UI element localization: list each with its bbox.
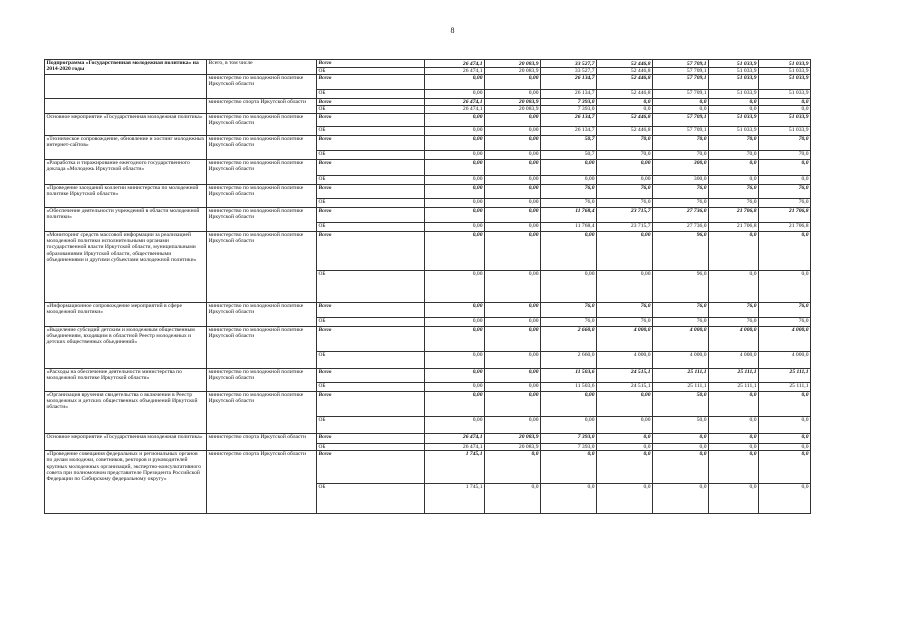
amount-cell: 57 709,1 — [653, 75, 709, 90]
amount-cell: 70,0 — [597, 135, 653, 150]
table-row — [45, 135, 811, 150]
funding-source-cell: ОБ — [317, 483, 425, 513]
amount-cell: 1 745,1 — [425, 450, 485, 483]
amount-cell: 0,00 — [425, 326, 485, 351]
amount-cell: 27 736,0 — [653, 222, 709, 231]
amount-cell: 76,0 — [597, 198, 653, 207]
amount-cell: 11 768,4 — [541, 207, 597, 222]
amount-cell: 0,0 — [541, 450, 597, 483]
amount-cell: 0,0 — [759, 175, 811, 184]
table-row — [45, 391, 811, 416]
amount-cell: 0,00 — [425, 391, 485, 416]
amount-cell: 76,0 — [597, 302, 653, 317]
amount-cell: 0,0 — [759, 483, 811, 513]
amount-cell: 0,0 — [709, 106, 759, 113]
amount-cell: 7 393,0 — [541, 106, 597, 113]
responsible-cell: министерство спорта Иркутской области — [207, 433, 317, 450]
amount-cell: 11 768,4 — [541, 222, 597, 231]
activity-name-cell: «Проведение совещания федеральных и региональных органов по делам молодежи, советников, ректоров и руководителей крупных молодежных организаций, экспертно-консультативного совета при полномочном представителе Президента Российской Федерации по Сибирскому федеральному округу» — [45, 450, 207, 513]
funding-source-cell: ОБ — [317, 351, 425, 368]
amount-cell: 300,0 — [653, 175, 709, 184]
table-row — [45, 368, 811, 382]
amount-cell: 76,0 — [653, 184, 709, 198]
amount-cell: 26 474,1 — [425, 443, 485, 450]
amount-cell: 0,0 — [759, 416, 811, 433]
funding-source-cell: Всего — [317, 391, 425, 416]
funding-source-cell: Всего — [317, 135, 425, 150]
amount-cell: 0,0 — [653, 450, 709, 483]
amount-cell: 76,0 — [541, 302, 597, 317]
amount-cell: 51 033,9 — [759, 126, 811, 135]
amount-cell: 0,00 — [485, 302, 541, 317]
responsible-cell: министерство по молодежной политике Иркутской области — [207, 184, 317, 207]
amount-cell: 0,00 — [485, 90, 541, 99]
funding-source-cell: Всего — [317, 302, 425, 317]
amount-cell: 27 736,0 — [653, 207, 709, 222]
amount-cell: 0,00 — [425, 175, 485, 184]
amount-cell: 0,00 — [597, 391, 653, 416]
amount-cell: 76,0 — [541, 184, 597, 198]
amount-cell: 4 000,0 — [709, 326, 759, 351]
amount-cell: 0,00 — [425, 126, 485, 135]
amount-cell: 0,0 — [485, 483, 541, 513]
amount-cell: 0,00 — [485, 231, 541, 270]
amount-cell: 57 709,1 — [653, 67, 709, 74]
amount-cell: 4 000,0 — [653, 351, 709, 368]
funding-source-cell: ОБ — [317, 175, 425, 184]
amount-cell: 4 000,0 — [597, 326, 653, 351]
amount-cell: 0,00 — [425, 113, 485, 126]
amount-cell: 25 111,1 — [759, 368, 811, 382]
funding-source-cell: ОБ — [317, 126, 425, 135]
amount-cell: 0,00 — [541, 231, 597, 270]
amount-cell: 96,0 — [653, 270, 709, 302]
amount-cell: 0,00 — [485, 326, 541, 351]
amount-cell: 0,00 — [425, 150, 485, 159]
amount-cell: 51 033,9 — [709, 90, 759, 99]
amount-cell: 52 446,8 — [597, 126, 653, 135]
amount-cell: 76,0 — [759, 184, 811, 198]
amount-cell: 0,0 — [759, 443, 811, 450]
amount-cell: 0,0 — [653, 483, 709, 513]
funding-source-cell: Всего — [317, 368, 425, 382]
amount-cell: 76,0 — [597, 184, 653, 198]
amount-cell: 76,0 — [653, 198, 709, 207]
amount-cell: 0,0 — [709, 433, 759, 443]
amount-cell: 4 000,0 — [709, 351, 759, 368]
amount-cell: 76,0 — [709, 198, 759, 207]
amount-cell: 76,0 — [653, 317, 709, 326]
funding-source-cell: Всего — [317, 326, 425, 351]
funding-source-cell: ОБ — [317, 106, 425, 113]
funding-source-cell: Всего — [317, 433, 425, 443]
funding-source-cell: ОБ — [317, 222, 425, 231]
amount-cell: 0,0 — [759, 159, 811, 175]
responsible-cell: министерство по молодежной политике Иркутской области — [207, 302, 317, 326]
amount-cell: 20 083,9 — [485, 67, 541, 74]
amount-cell: 0,00 — [425, 416, 485, 433]
amount-cell: 0,0 — [709, 159, 759, 175]
responsible-cell: министерство спорта Иркутской области — [207, 99, 317, 114]
amount-cell: 26 134,7 — [541, 75, 597, 90]
funding-source-cell: ОБ — [317, 67, 425, 74]
funding-source-cell: ОБ — [317, 90, 425, 99]
amount-cell: 24 515,1 — [597, 382, 653, 391]
amount-cell: 0,00 — [485, 317, 541, 326]
amount-cell: 26 474,1 — [425, 67, 485, 74]
amount-cell: 0,00 — [425, 207, 485, 222]
amount-cell: 25 111,1 — [759, 382, 811, 391]
table-row — [45, 433, 811, 443]
amount-cell: 0,0 — [759, 106, 811, 113]
amount-cell: 0,00 — [425, 317, 485, 326]
table-row — [45, 450, 811, 483]
activity-name-cell — [45, 99, 207, 114]
amount-cell: 52 446,8 — [597, 75, 653, 90]
amount-cell: 51 033,9 — [759, 75, 811, 90]
amount-cell: 0,00 — [485, 382, 541, 391]
amount-cell: 50,7 — [541, 150, 597, 159]
amount-cell: 0,0 — [709, 99, 759, 106]
amount-cell: 0,00 — [541, 391, 597, 416]
amount-cell: 7 393,0 — [541, 433, 597, 443]
amount-cell: 0,0 — [541, 483, 597, 513]
funding-source-cell: ОБ — [317, 416, 425, 433]
funding-source-cell: Всего — [317, 75, 425, 90]
amount-cell: 23 715,7 — [597, 207, 653, 222]
amount-cell: 0,00 — [425, 159, 485, 175]
amount-cell: 26 134,7 — [541, 90, 597, 99]
amount-cell: 76,0 — [541, 317, 597, 326]
amount-cell: 57 709,1 — [653, 90, 709, 99]
amount-cell: 0,00 — [485, 126, 541, 135]
amount-cell: 76,0 — [709, 302, 759, 317]
amount-cell: 0,00 — [597, 416, 653, 433]
amount-cell: 25 111,1 — [709, 368, 759, 382]
amount-cell: 51 033,9 — [759, 90, 811, 99]
amount-cell: 4 000,0 — [759, 326, 811, 351]
amount-cell: 0,0 — [709, 450, 759, 483]
amount-cell: 70,0 — [709, 150, 759, 159]
amount-cell: 2 660,0 — [541, 326, 597, 351]
amount-cell: 11 503,6 — [541, 368, 597, 382]
responsible-cell: министерство по молодежной политике Иркутской области — [207, 75, 317, 99]
amount-cell: 51 033,9 — [759, 60, 811, 68]
responsible-cell: Всего, в том числе — [207, 60, 317, 75]
funding-source-cell: ОБ — [317, 270, 425, 302]
amount-cell: 0,00 — [541, 159, 597, 175]
amount-cell: 51 033,9 — [709, 75, 759, 90]
responsible-cell: министерство спорта Иркутской области — [207, 450, 317, 513]
amount-cell: 96,0 — [653, 231, 709, 270]
amount-cell: 0,00 — [425, 90, 485, 99]
activity-name-cell — [45, 75, 207, 99]
amount-cell: 0,00 — [485, 184, 541, 198]
amount-cell: 25 111,1 — [709, 382, 759, 391]
funding-source-cell: Всего — [317, 184, 425, 198]
activity-name-cell: Основное мероприятие «Государственная молодежная политика» — [45, 433, 207, 450]
amount-cell: 0,0 — [759, 433, 811, 443]
amount-cell: 21 706,8 — [709, 222, 759, 231]
amount-cell: 0,0 — [597, 483, 653, 513]
amount-cell: 33 527,7 — [541, 67, 597, 74]
activity-name-cell: Подпрограмма «Государственная молодежная политика» на 2014-2020 годы — [45, 60, 207, 75]
amount-cell: 0,00 — [485, 159, 541, 175]
amount-cell: 50,0 — [653, 416, 709, 433]
amount-cell: 70,0 — [759, 150, 811, 159]
amount-cell: 0,0 — [709, 175, 759, 184]
amount-cell: 76,0 — [597, 317, 653, 326]
amount-cell: 21 706,8 — [759, 222, 811, 231]
amount-cell: 51 033,9 — [709, 113, 759, 126]
amount-cell: 50,0 — [653, 391, 709, 416]
amount-cell: 20 083,9 — [485, 106, 541, 113]
activity-name-cell: «Выделение субсидий детским и молодежным общественным объединениям, входящим в областной Реестр молодежных и детских общественных объединений» — [45, 326, 207, 368]
amount-cell: 52 446,8 — [597, 90, 653, 99]
funding-source-cell: ОБ — [317, 150, 425, 159]
amount-cell: 0,0 — [709, 416, 759, 433]
amount-cell: 25 111,1 — [653, 368, 709, 382]
amount-cell: 70,0 — [597, 150, 653, 159]
amount-cell: 26 474,1 — [425, 99, 485, 106]
table-row — [45, 75, 811, 90]
activity-name-cell: «Информационное сопровождение мероприятий в сфере молодежной политики» — [45, 302, 207, 326]
amount-cell: 0,00 — [485, 368, 541, 382]
amount-cell: 52 446,8 — [597, 60, 653, 68]
table-row — [45, 326, 811, 351]
amount-cell: 0,00 — [485, 198, 541, 207]
amount-cell: 20 083,9 — [485, 99, 541, 106]
amount-cell: 52 446,8 — [597, 67, 653, 74]
activity-name-cell: «Техническое сопровождение, обновление и хостинг молодежных интернет-сайтов» — [45, 135, 207, 159]
amount-cell: 0,00 — [425, 75, 485, 90]
amount-cell: 57 709,1 — [653, 60, 709, 68]
funding-source-cell: Всего — [317, 207, 425, 222]
table-row — [45, 184, 811, 198]
amount-cell: 0,0 — [709, 391, 759, 416]
activity-name-cell: «Проведение заседаний коллегии министерства по молодежной политике Иркутской области» — [45, 184, 207, 207]
amount-cell: 0,00 — [425, 198, 485, 207]
funding-source-cell: ОБ — [317, 198, 425, 207]
amount-cell: 0,0 — [759, 391, 811, 416]
amount-cell: 0,00 — [425, 351, 485, 368]
amount-cell: 0,00 — [485, 113, 541, 126]
responsible-cell: министерство по молодежной политике Иркутской области — [207, 326, 317, 368]
amount-cell: 0,00 — [425, 270, 485, 302]
amount-cell: 0,0 — [597, 450, 653, 483]
funding-source-cell: ОБ — [317, 443, 425, 450]
amount-cell: 0,00 — [597, 231, 653, 270]
amount-cell: 24 515,1 — [597, 368, 653, 382]
budget-table — [44, 59, 811, 514]
table-row — [45, 99, 811, 106]
amount-cell: 7 393,0 — [541, 443, 597, 450]
amount-cell: 11 503,6 — [541, 382, 597, 391]
amount-cell: 0,0 — [653, 433, 709, 443]
responsible-cell: министерство по молодежной политике Иркутской области — [207, 368, 317, 391]
amount-cell: 0,00 — [541, 175, 597, 184]
amount-cell: 76,0 — [541, 198, 597, 207]
amount-cell: 76,0 — [759, 302, 811, 317]
amount-cell: 26 134,7 — [541, 126, 597, 135]
funding-source-cell: Всего — [317, 159, 425, 175]
amount-cell: 0,00 — [425, 302, 485, 317]
amount-cell: 26 134,7 — [541, 113, 597, 126]
amount-cell: 26 474,1 — [425, 106, 485, 113]
responsible-cell: министерство по молодежной политике Иркутской области — [207, 113, 317, 135]
amount-cell: 0,00 — [485, 391, 541, 416]
responsible-cell: министерство по молодежной политике Иркутской области — [207, 391, 317, 433]
activity-name-cell: «Обеспечение деятельности учреждений в области молодежной политики» — [45, 207, 207, 231]
amount-cell: 52 446,8 — [597, 113, 653, 126]
amount-cell: 51 033,9 — [759, 113, 811, 126]
table-row — [45, 159, 811, 175]
amount-cell: 25 111,1 — [653, 382, 709, 391]
amount-cell: 26 474,1 — [425, 433, 485, 443]
amount-cell: 0,0 — [653, 99, 709, 106]
amount-cell: 51 033,9 — [709, 60, 759, 68]
amount-cell: 76,0 — [759, 317, 811, 326]
activity-name-cell: «Расходы на обеспечение деятельности министерства по молодежной политике Иркутской области» — [45, 368, 207, 391]
amount-cell: 7 393,0 — [541, 99, 597, 106]
amount-cell: 0,00 — [485, 416, 541, 433]
amount-cell: 0,0 — [759, 450, 811, 483]
amount-cell: 23 715,7 — [597, 222, 653, 231]
responsible-cell: министерство по молодежной политике Иркутской области — [207, 231, 317, 302]
amount-cell: 0,00 — [485, 222, 541, 231]
amount-cell: 0,00 — [485, 351, 541, 368]
amount-cell: 0,0 — [709, 270, 759, 302]
funding-source-cell: ОБ — [317, 317, 425, 326]
amount-cell: 0,00 — [485, 150, 541, 159]
amount-cell: 0,00 — [425, 368, 485, 382]
amount-cell: 1 745,1 — [425, 483, 485, 513]
amount-cell: 0,00 — [425, 222, 485, 231]
amount-cell: 76,0 — [759, 198, 811, 207]
amount-cell: 51 033,9 — [709, 126, 759, 135]
amount-cell: 4 000,0 — [597, 351, 653, 368]
amount-cell: 70,0 — [653, 135, 709, 150]
amount-cell: 0,0 — [709, 231, 759, 270]
amount-cell: 4 000,0 — [653, 326, 709, 351]
amount-cell: 0,00 — [425, 184, 485, 198]
amount-cell: 76,0 — [709, 317, 759, 326]
amount-cell: 0,00 — [485, 135, 541, 150]
amount-cell: 51 033,9 — [709, 67, 759, 74]
amount-cell: 0,0 — [759, 270, 811, 302]
amount-cell: 57 709,1 — [653, 126, 709, 135]
amount-cell: 0,0 — [485, 450, 541, 483]
amount-cell: 57 709,1 — [653, 113, 709, 126]
funding-source-cell: ОБ — [317, 382, 425, 391]
amount-cell: 0,00 — [597, 159, 653, 175]
amount-cell: 2 660,0 — [541, 351, 597, 368]
amount-cell: 0,0 — [759, 231, 811, 270]
amount-cell: 0,0 — [597, 433, 653, 443]
amount-cell: 0,0 — [597, 106, 653, 113]
amount-cell: 70,0 — [653, 150, 709, 159]
amount-cell: 50,7 — [541, 135, 597, 150]
funding-source-cell: Всего — [317, 60, 425, 68]
amount-cell: 0,00 — [485, 207, 541, 222]
table-row — [45, 113, 811, 126]
responsible-cell: министерство по молодежной политике Иркутской области — [207, 207, 317, 231]
responsible-cell: министерство по молодежной политике Иркутской области — [207, 159, 317, 184]
table-row — [45, 231, 811, 270]
amount-cell: 0,00 — [485, 175, 541, 184]
amount-cell: 4 000,0 — [759, 351, 811, 368]
amount-cell: 0,00 — [597, 175, 653, 184]
amount-cell: 26 474,1 — [425, 60, 485, 68]
funding-source-cell: Всего — [317, 99, 425, 106]
amount-cell: 0,00 — [425, 382, 485, 391]
funding-source-cell: Всего — [317, 450, 425, 483]
page-number: 8 — [450, 26, 455, 35]
amount-cell: 0,0 — [597, 443, 653, 450]
activity-name-cell: Основное мероприятие «Государственная молодежная политика» — [45, 113, 207, 135]
amount-cell: 0,00 — [597, 270, 653, 302]
amount-cell: 0,0 — [709, 443, 759, 450]
amount-cell: 0,0 — [759, 99, 811, 106]
amount-cell: 20 083,9 — [485, 433, 541, 443]
funding-source-cell: Всего — [317, 231, 425, 270]
activity-name-cell: «Разработка и тиражирование ежегодного государственного доклада «Молодежь Иркутской области» — [45, 159, 207, 184]
amount-cell: 300,0 — [653, 159, 709, 175]
amount-cell: 70,0 — [709, 135, 759, 150]
table-row — [45, 60, 811, 68]
amount-cell: 20 083,9 — [485, 443, 541, 450]
amount-cell: 21 706,8 — [709, 207, 759, 222]
activity-name-cell: «Организация вручения свидетельства о включении в Реестр молодежных и детских общественных объединений Иркутской области» — [45, 391, 207, 433]
amount-cell: 0,0 — [709, 483, 759, 513]
amount-cell: 51 033,9 — [759, 67, 811, 74]
funding-source-cell: Всего — [317, 113, 425, 126]
activity-name-cell: «Мониторинг средств массовой информации за реализацией молодежной политики исполнительными органами государственной власти Иркутской области, муниципальными образованиями Иркутской области, общественными объединениями и другими субъектами молодежной политики» — [45, 231, 207, 302]
amount-cell: 76,0 — [653, 302, 709, 317]
responsible-cell: министерство по молодежной политике Иркутской области — [207, 135, 317, 159]
amount-cell: 0,00 — [425, 231, 485, 270]
amount-cell: 0,0 — [653, 106, 709, 113]
amount-cell: 0,0 — [597, 99, 653, 106]
amount-cell: 0,00 — [541, 270, 597, 302]
amount-cell: 0,0 — [653, 443, 709, 450]
table-row — [45, 302, 811, 317]
amount-cell: 20 083,9 — [485, 60, 541, 68]
amount-cell: 76,0 — [709, 184, 759, 198]
amount-cell: 0,00 — [485, 75, 541, 90]
amount-cell: 0,00 — [425, 135, 485, 150]
amount-cell: 21 706,8 — [759, 207, 811, 222]
amount-cell: 0,00 — [541, 416, 597, 433]
amount-cell: 0,00 — [485, 270, 541, 302]
table-row — [45, 207, 811, 222]
amount-cell: 70,0 — [759, 135, 811, 150]
amount-cell: 33 527,7 — [541, 60, 597, 68]
